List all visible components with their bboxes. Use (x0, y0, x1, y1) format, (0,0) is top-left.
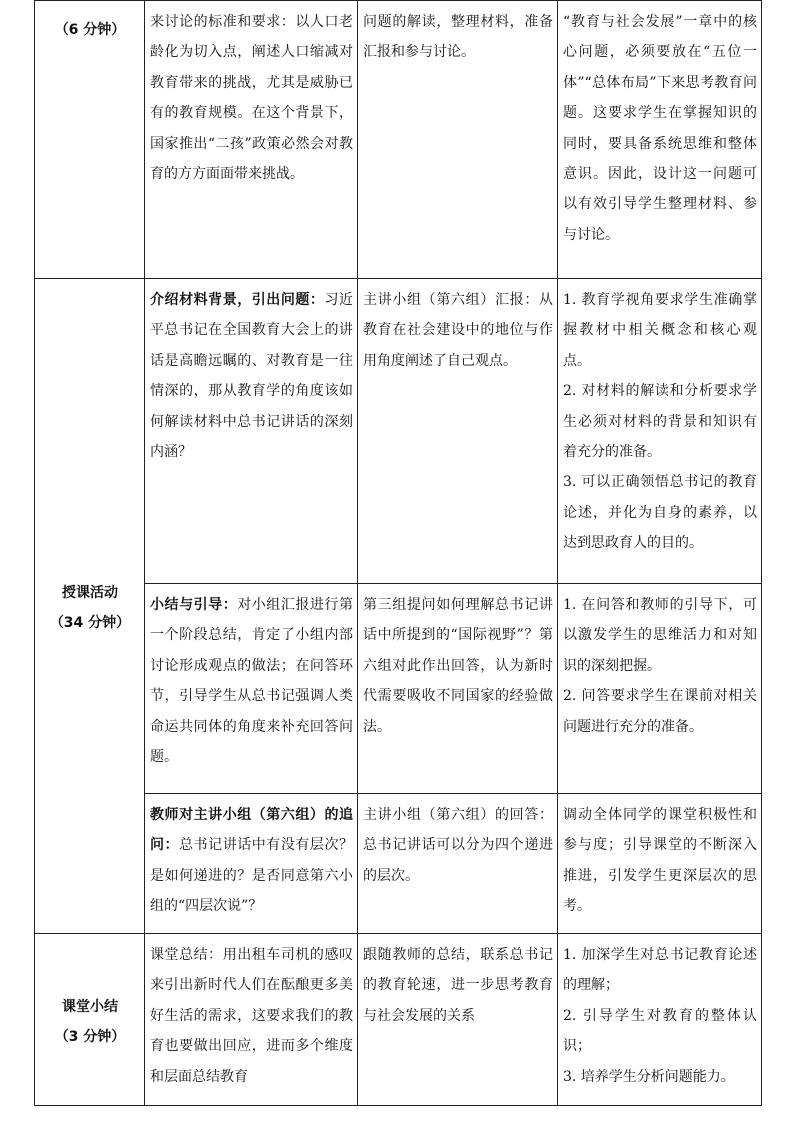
table-row (35, 794, 762, 934)
stage-duration: （3 分钟） (54, 1028, 126, 1045)
design-intent-point: 3. 培养学生分析问题能力。 (563, 1068, 735, 1085)
design-intent-point: 2. 引导学生对教育的整体认识； (563, 1007, 757, 1055)
teacher-activity-cell (145, 1, 358, 279)
table-row (35, 279, 762, 584)
teacher-activity-cell (145, 934, 358, 1106)
teacher-activity-cell (145, 279, 358, 584)
stage-duration: （34 分钟） (49, 615, 131, 631)
teacher-activity-text: 习近平总书记在全国教育大会上的讲话是高瞻远瞩的、对教育是一往情深的，那从教育学的角度该如何解读材料中总书记讲话的深刻内涵？ (150, 292, 354, 461)
teacher-activity-text: 来讨论的标准和要求：以人口老龄化为切入点，阐述人口缩减对教育带来的挑战，尤其是威胁已有的教育规模。在这个背景下，国家推出“二孩”政策必然会对教育的方方面面带来挑战。 (150, 14, 353, 183)
teacher-activity-cell (145, 584, 358, 794)
teacher-activity-lead: 教师对主讲小组（第六组）的追问： (150, 807, 353, 854)
design-intent-point: 1. 加深学生对总书记教育论述的理解； (563, 947, 757, 994)
table-row (35, 584, 762, 794)
teacher-activity-text: 对小组汇报进行第一个阶段总结，肯定了小组内部讨论形成观点的做法；在问答环节，引导学生从总书记强调人类命运共同体的角度来补充回答问题。 (150, 597, 354, 766)
student-activity-text: 主讲小组（第六组）的回答：总书记讲话可以分为四个递进的层次。 (363, 807, 553, 884)
teacher-activity-lead: 介绍材料背景，引出问题： (150, 292, 325, 308)
design-intent-cell (558, 1, 762, 279)
stage-duration: （6 分钟） (54, 22, 126, 38)
teacher-activity-text: 总书记讲话中有没有层次？是如何递进的？是否同意第六小组的“四层次说”？ (150, 837, 354, 915)
teacher-activity-lead: 小结与引导： (150, 597, 238, 613)
stage-cell (35, 934, 145, 1106)
design-intent-point: 2. 对材料的解读和分析要求学生必须对材料的背景和知识有着充分的准备。 (563, 383, 757, 461)
design-intent-point: 1. 教育学视角要求学生准确掌握教材中相关概念和核心观点。 (563, 292, 757, 369)
student-activity-text: 主讲小组（第六组）汇报：从教育在社会建设中的地位与作用角度阐述了自己观点。 (363, 292, 553, 369)
design-intent-text: “教育与社会发展”一章中的核心问题，必须要放在“五位一体”“总体布局”下来思考教育问题。这要求学生在掌握知识的同时，要具备系统思维和整体意识。因此，设计这一问题可以有效引导学生整理材料、参与讨论。 (563, 14, 757, 243)
stage-title: 授课活动 (62, 585, 118, 601)
student-activity-cell (358, 794, 558, 934)
student-activity-cell (358, 934, 558, 1106)
stage-title: 课堂小结 (62, 998, 118, 1015)
design-intent-cell (558, 794, 762, 934)
stage-cell (35, 1, 145, 279)
design-intent-point: 2. 问答要求学生在课前对相关问题进行充分的准备。 (563, 688, 757, 735)
student-activity-cell (358, 279, 558, 584)
student-activity-text: 跟随教师的总结，联系总书记的教育轮速，进一步思考教育与社会发展的关系 (363, 947, 553, 1024)
stage-cell (35, 279, 145, 934)
student-activity-text: 第三组提问如何理解总书记讲话中所提到的“国际视野”？第六组对此作出回答，认为新时代需要吸收不同国家的经验做法。 (363, 597, 553, 735)
design-intent-point: 3. 可以正确领悟总书记的教育论述，并化为自身的素养，以达到思政育人的目的。 (563, 474, 757, 552)
teacher-activity-cell (145, 794, 358, 934)
design-intent-point: 1. 在问答和教师的引导下，可以激发学生的思维活力和对知识的深刻把握。 (563, 597, 757, 674)
student-activity-text: 问题的解读，整理材料，准备汇报和参与讨论。 (363, 14, 553, 61)
design-intent-cell (558, 279, 762, 584)
design-intent-text: 调动全体同学的课堂积极性和参与度；引导课堂的不断深入推进，引发学生更深层次的思考。 (563, 807, 757, 915)
table-row (35, 1, 762, 279)
student-activity-cell (358, 1, 558, 279)
teacher-activity-text: 课堂总结：用出租车司机的感叹来引出新时代人们在酝酿更多美好生活的需求，这要求我们的教育也要做出回应，进而多个维度和层面总结教育 (150, 947, 353, 1085)
lesson-plan-table (34, 0, 762, 1106)
design-intent-cell (558, 934, 762, 1106)
table-row (35, 934, 762, 1106)
student-activity-cell (358, 584, 558, 794)
design-intent-cell (558, 584, 762, 794)
